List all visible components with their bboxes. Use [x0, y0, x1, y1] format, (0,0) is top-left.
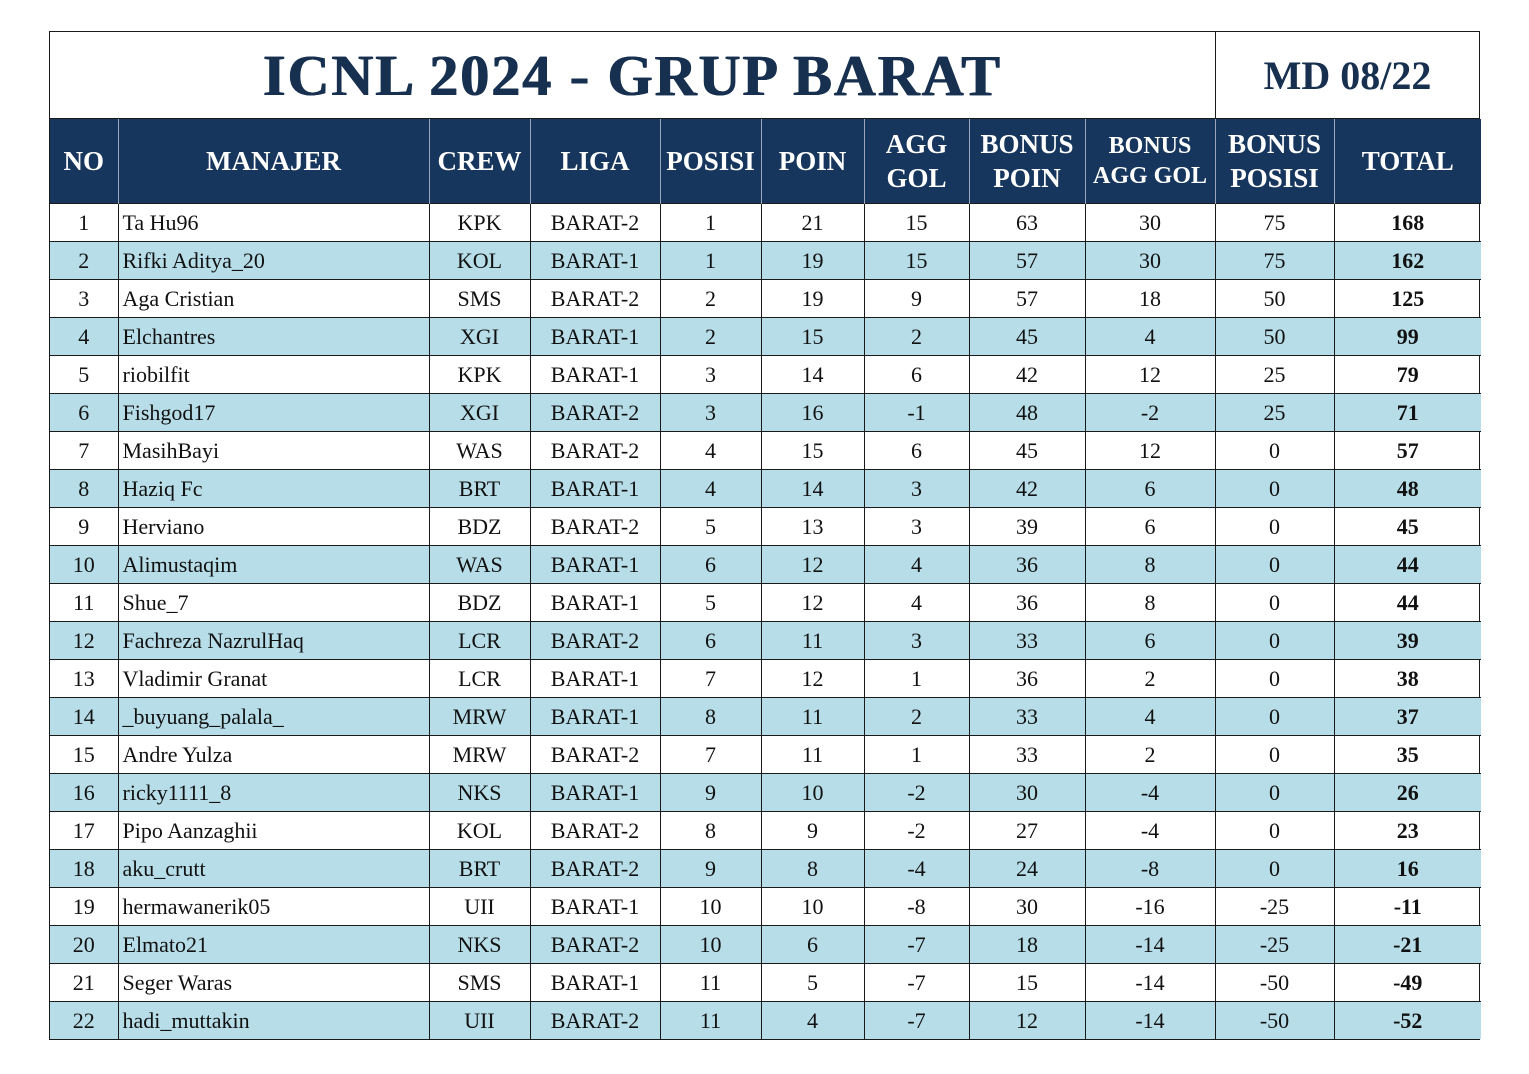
- table-row: [50, 774, 1481, 812]
- cell-total: 37: [1334, 698, 1481, 736]
- cell-posisi: 8: [660, 698, 761, 736]
- cell-posisi: 2: [660, 318, 761, 356]
- cell-total: -21: [1334, 926, 1481, 964]
- cell-agg-gol: 3: [864, 622, 969, 660]
- cell-poin: 9: [761, 812, 864, 850]
- cell-poin: 10: [761, 774, 864, 812]
- agg-gol-line1: AGG: [885, 129, 948, 159]
- cell-posisi: 2: [660, 280, 761, 318]
- cell-poin: 15: [761, 318, 864, 356]
- header-row: [50, 119, 1481, 204]
- cell-bonus-poin: 39: [969, 508, 1085, 546]
- cell-total: 39: [1334, 622, 1481, 660]
- cell-agg-gol: -8: [864, 888, 969, 926]
- bonus-poin-line2: POIN: [993, 163, 1061, 193]
- cell-posisi: 10: [660, 926, 761, 964]
- cell-agg-gol: 2: [864, 318, 969, 356]
- cell-bonus-agg-gol: 30: [1085, 242, 1215, 280]
- cell-no: 9: [50, 508, 118, 546]
- cell-bonus-poin: 30: [969, 774, 1085, 812]
- cell-agg-gol: 3: [864, 508, 969, 546]
- cell-total: 57: [1334, 432, 1481, 470]
- cell-bonus-posisi: -50: [1215, 964, 1334, 1002]
- cell-bonus-agg-gol: 6: [1085, 622, 1215, 660]
- cell-total: 16: [1334, 850, 1481, 888]
- table-row: [50, 204, 1481, 242]
- cell-bonus-agg-gol: 8: [1085, 546, 1215, 584]
- cell-agg-gol: 1: [864, 660, 969, 698]
- cell-posisi: 1: [660, 242, 761, 280]
- cell-crew: WAS: [429, 546, 530, 584]
- cell-total: 168: [1334, 204, 1481, 242]
- table-row: [50, 1002, 1481, 1040]
- cell-liga: BARAT-1: [530, 546, 660, 584]
- cell-bonus-posisi: 0: [1215, 432, 1334, 470]
- cell-liga: BARAT-2: [530, 508, 660, 546]
- cell-total: 26: [1334, 774, 1481, 812]
- cell-bonus-posisi: -50: [1215, 1002, 1334, 1040]
- cell-poin: 6: [761, 926, 864, 964]
- cell-liga: BARAT-1: [530, 318, 660, 356]
- cell-liga: BARAT-1: [530, 964, 660, 1002]
- cell-crew: MRW: [429, 736, 530, 774]
- standings-table: [50, 119, 1481, 1039]
- table-row: [50, 698, 1481, 736]
- table-row: [50, 736, 1481, 774]
- cell-liga: BARAT-2: [530, 812, 660, 850]
- cell-bonus-posisi: 75: [1215, 204, 1334, 242]
- cell-total: 79: [1334, 356, 1481, 394]
- cell-bonus-posisi: 0: [1215, 698, 1334, 736]
- col-header-bonus-agg-gol: [1085, 119, 1215, 204]
- cell-posisi: 6: [660, 546, 761, 584]
- cell-posisi: 7: [660, 736, 761, 774]
- cell-manajer: Alimustaqim: [118, 546, 429, 584]
- bonus-agg-gol-line1: BONUS: [1108, 133, 1192, 159]
- cell-no: 18: [50, 850, 118, 888]
- cell-total: 44: [1334, 584, 1481, 622]
- cell-liga: BARAT-2: [530, 432, 660, 470]
- cell-manajer: hadi_muttakin: [118, 1002, 429, 1040]
- cell-no: 11: [50, 584, 118, 622]
- cell-no: 7: [50, 432, 118, 470]
- cell-crew: SMS: [429, 280, 530, 318]
- cell-poin: 11: [761, 736, 864, 774]
- cell-posisi: 4: [660, 432, 761, 470]
- cell-bonus-posisi: -25: [1215, 888, 1334, 926]
- cell-manajer: Vladimir Granat: [118, 660, 429, 698]
- table-row: [50, 812, 1481, 850]
- table-row: [50, 926, 1481, 964]
- cell-bonus-posisi: -25: [1215, 926, 1334, 964]
- cell-crew: NKS: [429, 926, 530, 964]
- cell-agg-gol: 6: [864, 356, 969, 394]
- bonus-poin-line1: BONUS: [980, 129, 1074, 159]
- agg-gol-line2: GOL: [886, 163, 947, 193]
- cell-bonus-poin: 57: [969, 280, 1085, 318]
- cell-no: 13: [50, 660, 118, 698]
- cell-poin: 15: [761, 432, 864, 470]
- cell-posisi: 11: [660, 1002, 761, 1040]
- cell-total: 44: [1334, 546, 1481, 584]
- cell-total: 125: [1334, 280, 1481, 318]
- cell-poin: 16: [761, 394, 864, 432]
- cell-crew: LCR: [429, 660, 530, 698]
- cell-liga: BARAT-2: [530, 736, 660, 774]
- cell-crew: BDZ: [429, 508, 530, 546]
- cell-bonus-poin: 42: [969, 470, 1085, 508]
- cell-bonus-poin: 24: [969, 850, 1085, 888]
- cell-manajer: MasihBayi: [118, 432, 429, 470]
- cell-bonus-posisi: 0: [1215, 736, 1334, 774]
- cell-crew: KPK: [429, 204, 530, 242]
- col-header-posisi: POSISI: [660, 119, 761, 204]
- cell-posisi: 6: [660, 622, 761, 660]
- cell-bonus-poin: 48: [969, 394, 1085, 432]
- cell-bonus-agg-gol: 6: [1085, 508, 1215, 546]
- cell-crew: BRT: [429, 470, 530, 508]
- cell-bonus-poin: 18: [969, 926, 1085, 964]
- table-row: [50, 888, 1481, 926]
- cell-bonus-poin: 36: [969, 660, 1085, 698]
- cell-posisi: 3: [660, 356, 761, 394]
- table-row: [50, 432, 1481, 470]
- cell-poin: 12: [761, 546, 864, 584]
- cell-bonus-poin: 57: [969, 242, 1085, 280]
- cell-bonus-agg-gol: -4: [1085, 812, 1215, 850]
- table-row: [50, 546, 1481, 584]
- cell-poin: 10: [761, 888, 864, 926]
- cell-bonus-poin: 27: [969, 812, 1085, 850]
- cell-bonus-poin: 33: [969, 698, 1085, 736]
- cell-liga: BARAT-1: [530, 584, 660, 622]
- cell-bonus-posisi: 0: [1215, 812, 1334, 850]
- cell-bonus-posisi: 0: [1215, 774, 1334, 812]
- col-header-no: NO: [50, 119, 118, 204]
- cell-bonus-posisi: 0: [1215, 508, 1334, 546]
- table-row: [50, 318, 1481, 356]
- table-row: [50, 584, 1481, 622]
- col-header-bonus-posisi: [1215, 119, 1334, 204]
- cell-crew: XGI: [429, 318, 530, 356]
- cell-total: 71: [1334, 394, 1481, 432]
- cell-posisi: 5: [660, 584, 761, 622]
- table-row: [50, 964, 1481, 1002]
- cell-no: 6: [50, 394, 118, 432]
- cell-bonus-agg-gol: 4: [1085, 318, 1215, 356]
- cell-no: 2: [50, 242, 118, 280]
- cell-agg-gol: 6: [864, 432, 969, 470]
- table-row: [50, 280, 1481, 318]
- cell-no: 15: [50, 736, 118, 774]
- cell-posisi: 3: [660, 394, 761, 432]
- cell-agg-gol: -7: [864, 926, 969, 964]
- cell-total: 45: [1334, 508, 1481, 546]
- cell-bonus-agg-gol: 2: [1085, 736, 1215, 774]
- cell-crew: KPK: [429, 356, 530, 394]
- cell-agg-gol: 1: [864, 736, 969, 774]
- cell-posisi: 9: [660, 850, 761, 888]
- cell-liga: BARAT-1: [530, 774, 660, 812]
- cell-liga: BARAT-2: [530, 280, 660, 318]
- cell-bonus-poin: 36: [969, 584, 1085, 622]
- cell-agg-gol: 3: [864, 470, 969, 508]
- cell-crew: BDZ: [429, 584, 530, 622]
- cell-agg-gol: -7: [864, 964, 969, 1002]
- cell-bonus-agg-gol: 4: [1085, 698, 1215, 736]
- cell-bonus-agg-gol: -14: [1085, 926, 1215, 964]
- title-row: [50, 32, 1479, 119]
- cell-agg-gol: 2: [864, 698, 969, 736]
- cell-bonus-agg-gol: 12: [1085, 432, 1215, 470]
- cell-manajer: Elchantres: [118, 318, 429, 356]
- cell-bonus-agg-gol: 18: [1085, 280, 1215, 318]
- cell-no: 8: [50, 470, 118, 508]
- cell-bonus-agg-gol: 8: [1085, 584, 1215, 622]
- cell-bonus-poin: 42: [969, 356, 1085, 394]
- cell-posisi: 7: [660, 660, 761, 698]
- cell-bonus-agg-gol: 12: [1085, 356, 1215, 394]
- cell-no: 17: [50, 812, 118, 850]
- table-row: [50, 470, 1481, 508]
- cell-bonus-agg-gol: -14: [1085, 964, 1215, 1002]
- cell-poin: 12: [761, 584, 864, 622]
- cell-bonus-agg-gol: 30: [1085, 204, 1215, 242]
- cell-posisi: 11: [660, 964, 761, 1002]
- cell-liga: BARAT-2: [530, 1002, 660, 1040]
- cell-bonus-posisi: 0: [1215, 470, 1334, 508]
- cell-no: 14: [50, 698, 118, 736]
- cell-no: 4: [50, 318, 118, 356]
- cell-manajer: Shue_7: [118, 584, 429, 622]
- cell-total: 35: [1334, 736, 1481, 774]
- cell-manajer: riobilfit: [118, 356, 429, 394]
- cell-bonus-poin: 12: [969, 1002, 1085, 1040]
- cell-poin: 14: [761, 356, 864, 394]
- cell-bonus-posisi: 50: [1215, 280, 1334, 318]
- table-body: [50, 204, 1481, 1040]
- cell-liga: BARAT-2: [530, 926, 660, 964]
- cell-bonus-agg-gol: -16: [1085, 888, 1215, 926]
- cell-liga: BARAT-1: [530, 356, 660, 394]
- cell-bonus-agg-gol: 2: [1085, 660, 1215, 698]
- cell-crew: NKS: [429, 774, 530, 812]
- col-header-agg-gol: [864, 119, 969, 204]
- cell-crew: MRW: [429, 698, 530, 736]
- cell-agg-gol: -2: [864, 812, 969, 850]
- matchday-label: MD 08/22: [1263, 52, 1432, 98]
- cell-poin: 14: [761, 470, 864, 508]
- col-header-total: TOTAL: [1334, 119, 1481, 204]
- table-row: [50, 394, 1481, 432]
- cell-crew: UII: [429, 1002, 530, 1040]
- cell-crew: UII: [429, 888, 530, 926]
- cell-manajer: Seger Waras: [118, 964, 429, 1002]
- cell-agg-gol: -7: [864, 1002, 969, 1040]
- cell-bonus-agg-gol: -2: [1085, 394, 1215, 432]
- cell-bonus-poin: 45: [969, 432, 1085, 470]
- cell-agg-gol: -2: [864, 774, 969, 812]
- col-header-bonus-poin: [969, 119, 1085, 204]
- cell-bonus-poin: 36: [969, 546, 1085, 584]
- cell-no: 5: [50, 356, 118, 394]
- col-header-manajer: MANAJER: [118, 119, 429, 204]
- cell-poin: 4: [761, 1002, 864, 1040]
- col-header-poin: POIN: [761, 119, 864, 204]
- cell-manajer: Fachreza NazrulHaq: [118, 622, 429, 660]
- cell-no: 12: [50, 622, 118, 660]
- cell-poin: 19: [761, 280, 864, 318]
- cell-poin: 21: [761, 204, 864, 242]
- cell-agg-gol: 15: [864, 242, 969, 280]
- cell-bonus-agg-gol: -8: [1085, 850, 1215, 888]
- cell-bonus-agg-gol: -14: [1085, 1002, 1215, 1040]
- cell-manajer: Pipo Aanzaghii: [118, 812, 429, 850]
- cell-liga: BARAT-2: [530, 850, 660, 888]
- cell-agg-gol: 15: [864, 204, 969, 242]
- cell-total: -52: [1334, 1002, 1481, 1040]
- cell-manajer: Rifki Aditya_20: [118, 242, 429, 280]
- cell-crew: KOL: [429, 242, 530, 280]
- table-row: [50, 660, 1481, 698]
- cell-manajer: ricky1111_8: [118, 774, 429, 812]
- cell-poin: 11: [761, 622, 864, 660]
- cell-manajer: _buyuang_palala_: [118, 698, 429, 736]
- cell-total: 99: [1334, 318, 1481, 356]
- cell-posisi: 9: [660, 774, 761, 812]
- bonus-posisi-line1: BONUS: [1227, 129, 1322, 159]
- cell-crew: KOL: [429, 812, 530, 850]
- cell-no: 20: [50, 926, 118, 964]
- cell-manajer: Fishgod17: [118, 394, 429, 432]
- cell-bonus-posisi: 25: [1215, 356, 1334, 394]
- cell-manajer: aku_crutt: [118, 850, 429, 888]
- cell-manajer: Herviano: [118, 508, 429, 546]
- cell-posisi: 10: [660, 888, 761, 926]
- cell-bonus-agg-gol: 6: [1085, 470, 1215, 508]
- cell-agg-gol: -1: [864, 394, 969, 432]
- cell-crew: LCR: [429, 622, 530, 660]
- cell-agg-gol: -4: [864, 850, 969, 888]
- cell-poin: 8: [761, 850, 864, 888]
- bonus-posisi-line2: POSISI: [1230, 163, 1319, 193]
- table-row: [50, 850, 1481, 888]
- standings-sheet: [49, 31, 1480, 1040]
- cell-bonus-poin: 45: [969, 318, 1085, 356]
- cell-posisi: 1: [660, 204, 761, 242]
- cell-manajer: Andre Yulza: [118, 736, 429, 774]
- col-header-crew: CREW: [429, 119, 530, 204]
- cell-total: 38: [1334, 660, 1481, 698]
- cell-liga: BARAT-1: [530, 242, 660, 280]
- cell-bonus-posisi: 25: [1215, 394, 1334, 432]
- cell-bonus-posisi: 0: [1215, 546, 1334, 584]
- cell-bonus-poin: 15: [969, 964, 1085, 1002]
- cell-bonus-posisi: 0: [1215, 660, 1334, 698]
- cell-poin: 11: [761, 698, 864, 736]
- cell-crew: XGI: [429, 394, 530, 432]
- cell-bonus-poin: 33: [969, 736, 1085, 774]
- cell-bonus-poin: 33: [969, 622, 1085, 660]
- cell-bonus-posisi: 50: [1215, 318, 1334, 356]
- cell-poin: 5: [761, 964, 864, 1002]
- cell-crew: BRT: [429, 850, 530, 888]
- cell-total: 23: [1334, 812, 1481, 850]
- bonus-agg-gol-line2: AGG GOL: [1092, 163, 1207, 189]
- cell-manajer: hermawanerik05: [118, 888, 429, 926]
- cell-no: 21: [50, 964, 118, 1002]
- cell-liga: BARAT-1: [530, 698, 660, 736]
- cell-crew: WAS: [429, 432, 530, 470]
- table-row: [50, 242, 1481, 280]
- cell-bonus-poin: 63: [969, 204, 1085, 242]
- cell-crew: SMS: [429, 964, 530, 1002]
- cell-agg-gol: 4: [864, 584, 969, 622]
- cell-no: 16: [50, 774, 118, 812]
- cell-liga: BARAT-2: [530, 204, 660, 242]
- cell-liga: BARAT-1: [530, 470, 660, 508]
- cell-bonus-poin: 30: [969, 888, 1085, 926]
- cell-posisi: 8: [660, 812, 761, 850]
- table-row: [50, 622, 1481, 660]
- cell-bonus-posisi: 0: [1215, 622, 1334, 660]
- cell-poin: 19: [761, 242, 864, 280]
- cell-bonus-posisi: 0: [1215, 584, 1334, 622]
- cell-liga: BARAT-2: [530, 622, 660, 660]
- cell-manajer: Elmato21: [118, 926, 429, 964]
- cell-manajer: Aga Cristian: [118, 280, 429, 318]
- col-header-liga: LIGA: [530, 119, 660, 204]
- cell-manajer: Haziq Fc: [118, 470, 429, 508]
- page-title: ICNL 2024 - GRUP BARAT: [50, 32, 1216, 118]
- cell-liga: BARAT-2: [530, 394, 660, 432]
- cell-total: 162: [1334, 242, 1481, 280]
- cell-total: -49: [1334, 964, 1481, 1002]
- cell-manajer: Ta Hu96: [118, 204, 429, 242]
- cell-agg-gol: 4: [864, 546, 969, 584]
- cell-bonus-posisi: 75: [1215, 242, 1334, 280]
- cell-posisi: 4: [660, 470, 761, 508]
- cell-agg-gol: 9: [864, 280, 969, 318]
- cell-no: 10: [50, 546, 118, 584]
- cell-bonus-agg-gol: -4: [1085, 774, 1215, 812]
- cell-bonus-posisi: 0: [1215, 850, 1334, 888]
- cell-liga: BARAT-1: [530, 660, 660, 698]
- cell-poin: 13: [761, 508, 864, 546]
- cell-total: -11: [1334, 888, 1481, 926]
- cell-no: 3: [50, 280, 118, 318]
- cell-no: 19: [50, 888, 118, 926]
- cell-no: 1: [50, 204, 118, 242]
- cell-total: 48: [1334, 470, 1481, 508]
- table-row: [50, 508, 1481, 546]
- cell-no: 22: [50, 1002, 118, 1040]
- cell-posisi: 5: [660, 508, 761, 546]
- cell-liga: BARAT-1: [530, 888, 660, 926]
- table-row: [50, 356, 1481, 394]
- cell-poin: 12: [761, 660, 864, 698]
